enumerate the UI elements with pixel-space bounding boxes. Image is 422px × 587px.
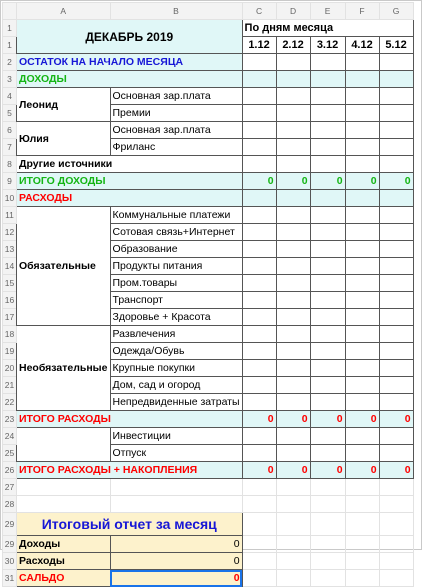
column-header-e[interactable]: E (310, 3, 345, 20)
cell[interactable] (276, 553, 310, 570)
cell[interactable] (310, 292, 345, 309)
cell[interactable] (310, 428, 345, 445)
cell[interactable] (17, 496, 111, 513)
row-number[interactable]: 3 (3, 71, 17, 88)
cell[interactable] (379, 54, 413, 71)
income-total-cell[interactable]: 0 (379, 173, 413, 190)
cell[interactable] (345, 105, 379, 122)
cell[interactable] (242, 105, 276, 122)
expenses-savings-total-cell[interactable]: 0 (379, 462, 413, 479)
cell[interactable] (276, 513, 310, 536)
row-number[interactable]: 1 (3, 37, 17, 54)
cell[interactable] (310, 513, 345, 536)
cell[interactable] (379, 190, 413, 207)
row-number[interactable]: 17 (3, 309, 17, 326)
row-number[interactable]: 22 (3, 394, 17, 411)
cell[interactable] (379, 343, 413, 360)
expense-item[interactable]: Развлечения (110, 326, 242, 343)
cell[interactable] (379, 326, 413, 343)
expenses-total-label[interactable]: ИТОГО РАСХОДЫ (17, 411, 243, 428)
cell[interactable] (276, 258, 310, 275)
cell[interactable] (242, 241, 276, 258)
report-title[interactable]: Итоговый отчет за месяц (17, 513, 243, 536)
row-number[interactable]: 19 (3, 343, 17, 360)
cell[interactable] (345, 377, 379, 394)
cell[interactable] (310, 570, 345, 587)
cell[interactable] (276, 394, 310, 411)
cell[interactable] (242, 54, 276, 71)
row-number[interactable]: 15 (3, 275, 17, 292)
cell[interactable] (242, 570, 276, 587)
cell[interactable] (379, 513, 413, 536)
income-total-label[interactable]: ИТОГО ДОХОДЫ (17, 173, 243, 190)
row-number[interactable]: 11 (3, 207, 17, 224)
cell[interactable] (242, 428, 276, 445)
cell[interactable] (242, 496, 276, 513)
cell[interactable] (242, 377, 276, 394)
cell[interactable] (310, 275, 345, 292)
cell[interactable] (276, 88, 310, 105)
cell[interactable] (379, 224, 413, 241)
cell[interactable] (310, 496, 345, 513)
cell[interactable] (379, 570, 413, 587)
cell[interactable] (379, 377, 413, 394)
column-header-b[interactable]: B (110, 3, 242, 20)
report-income-value[interactable]: 0 (110, 536, 242, 553)
cell[interactable] (310, 139, 345, 156)
cell[interactable] (276, 360, 310, 377)
cell[interactable] (310, 445, 345, 462)
income-item[interactable]: Фриланс (110, 139, 242, 156)
row-number[interactable]: 10 (3, 190, 17, 207)
cell[interactable] (379, 496, 413, 513)
cell[interactable] (345, 343, 379, 360)
row-number[interactable]: 8 (3, 156, 17, 173)
row-number[interactable]: 7 (3, 139, 17, 156)
cell[interactable] (310, 207, 345, 224)
cell[interactable] (379, 139, 413, 156)
cell[interactable] (345, 207, 379, 224)
cell[interactable] (379, 275, 413, 292)
cell[interactable] (379, 156, 413, 173)
row-number[interactable]: 5 (3, 105, 17, 122)
cell[interactable] (310, 309, 345, 326)
column-header-c[interactable]: C (242, 3, 276, 20)
expense-item[interactable]: Одежда/Обувь (110, 343, 242, 360)
cell[interactable] (310, 258, 345, 275)
cell[interactable] (379, 445, 413, 462)
cell[interactable] (242, 553, 276, 570)
expenses-total-cell[interactable]: 0 (242, 411, 276, 428)
cell[interactable] (310, 88, 345, 105)
row-number[interactable]: 6 (3, 122, 17, 139)
cell[interactable] (242, 360, 276, 377)
savings-item[interactable]: Отпуск (110, 445, 242, 462)
cell[interactable] (345, 241, 379, 258)
cell[interactable] (276, 343, 310, 360)
report-expense-value[interactable]: 0 (110, 553, 242, 570)
cell[interactable] (276, 54, 310, 71)
expenses-savings-total-cell[interactable]: 0 (310, 462, 345, 479)
cell[interactable] (379, 309, 413, 326)
cell[interactable] (242, 394, 276, 411)
cell[interactable] (379, 207, 413, 224)
row-number[interactable]: 16 (3, 292, 17, 309)
cell[interactable] (345, 224, 379, 241)
cell[interactable] (242, 292, 276, 309)
cell[interactable] (276, 139, 310, 156)
cell[interactable] (345, 54, 379, 71)
cell[interactable] (310, 224, 345, 241)
row-number[interactable]: 14 (3, 258, 17, 275)
cell[interactable] (242, 207, 276, 224)
row-number[interactable]: 27 (3, 479, 17, 496)
expense-item[interactable]: Непредвиденные затраты (110, 394, 242, 411)
cell[interactable] (379, 105, 413, 122)
expense-item[interactable]: Сотовая связь+Интернет (110, 224, 242, 241)
expense-item[interactable]: Крупные покупки (110, 360, 242, 377)
cell[interactable] (276, 224, 310, 241)
days-header-cell[interactable]: По дням месяца (242, 20, 413, 37)
cell[interactable] (345, 258, 379, 275)
cell[interactable] (242, 190, 276, 207)
cell[interactable] (276, 428, 310, 445)
day-cell[interactable]: 2.12 (276, 37, 310, 54)
spreadsheet-grid (2, 2, 414, 587)
expense-item[interactable]: Транспорт (110, 292, 242, 309)
report-expense-label[interactable]: Расходы (17, 553, 111, 570)
row-number[interactable]: 25 (3, 445, 17, 462)
cell[interactable] (310, 156, 345, 173)
row-number[interactable]: 13 (3, 241, 17, 258)
cell[interactable] (276, 570, 310, 587)
cell[interactable] (276, 105, 310, 122)
column-header-row (3, 3, 414, 20)
cell[interactable] (345, 292, 379, 309)
cell[interactable] (276, 71, 310, 88)
row-number[interactable]: 20 (3, 360, 17, 377)
cell[interactable] (345, 553, 379, 570)
start-balance-label[interactable]: ОСТАТОК НА НАЧАЛО МЕСЯЦА (17, 54, 243, 71)
expenses-total-cell[interactable]: 0 (345, 411, 379, 428)
cell[interactable] (379, 360, 413, 377)
cell[interactable] (276, 207, 310, 224)
row-number[interactable]: 31 (3, 570, 17, 587)
row-number[interactable]: 28 (3, 496, 17, 513)
mandatory-expenses-label[interactable]: Обязательные (17, 207, 111, 326)
expense-item[interactable]: Здоровье + Красота (110, 309, 242, 326)
cell[interactable] (276, 122, 310, 139)
cell[interactable] (345, 496, 379, 513)
day-cell[interactable]: 3.12 (310, 37, 345, 54)
person-julia[interactable]: Юлия (17, 122, 111, 156)
income-item[interactable]: Основная зар.плата (110, 122, 242, 139)
cell[interactable] (379, 292, 413, 309)
cell[interactable] (242, 479, 276, 496)
cell[interactable] (276, 292, 310, 309)
cell[interactable] (310, 71, 345, 88)
cell[interactable] (276, 479, 310, 496)
cell[interactable] (242, 343, 276, 360)
cell[interactable] (379, 241, 413, 258)
column-header-d[interactable]: D (276, 3, 310, 20)
cell[interactable] (345, 309, 379, 326)
cell[interactable] (345, 275, 379, 292)
cell[interactable] (110, 496, 242, 513)
day-cell[interactable]: 4.12 (345, 37, 379, 54)
cell[interactable] (276, 241, 310, 258)
cell[interactable] (345, 88, 379, 105)
cell[interactable] (17, 479, 111, 496)
row-number[interactable]: 29 (3, 513, 17, 536)
cell[interactable] (379, 479, 413, 496)
expense-item[interactable]: Продукты питания (110, 258, 242, 275)
row-number[interactable]: 2 (3, 54, 17, 71)
cell[interactable] (345, 479, 379, 496)
optional-expenses-label[interactable]: Необязательные (17, 326, 111, 411)
person-leonid[interactable]: Леонид (17, 88, 111, 122)
cell[interactable] (379, 428, 413, 445)
expense-item[interactable]: Пром.товары (110, 275, 242, 292)
cell[interactable] (345, 570, 379, 587)
cell[interactable] (345, 445, 379, 462)
report-balance-label[interactable]: САЛЬДО (17, 570, 111, 587)
cell[interactable] (310, 54, 345, 71)
cell[interactable] (379, 553, 413, 570)
cell[interactable] (345, 513, 379, 536)
row-number[interactable]: 1 (3, 20, 17, 37)
row-number[interactable]: 18 (3, 326, 17, 343)
expense-item[interactable]: Образование (110, 241, 242, 258)
cell[interactable] (310, 326, 345, 343)
cell[interactable] (310, 553, 345, 570)
cell[interactable] (242, 258, 276, 275)
cell[interactable] (310, 377, 345, 394)
cell[interactable] (310, 190, 345, 207)
expenses-savings-total-cell[interactable]: 0 (345, 462, 379, 479)
cell[interactable] (17, 428, 111, 462)
column-header-g[interactable]: G (379, 3, 413, 20)
cell[interactable] (276, 275, 310, 292)
cell[interactable] (310, 343, 345, 360)
expense-item[interactable]: Дом, сад и огород (110, 377, 242, 394)
cell[interactable] (276, 156, 310, 173)
cell[interactable] (379, 394, 413, 411)
expense-item[interactable]: Коммунальные платежи (110, 207, 242, 224)
cell[interactable] (242, 326, 276, 343)
column-header-a[interactable]: A (17, 3, 111, 20)
income-total-cell[interactable]: 0 (242, 173, 276, 190)
row-number[interactable]: 4 (3, 88, 17, 105)
cell[interactable] (242, 71, 276, 88)
cell[interactable] (110, 479, 242, 496)
cell[interactable] (276, 445, 310, 462)
cell[interactable] (276, 190, 310, 207)
cell[interactable] (310, 105, 345, 122)
expenses-savings-total-cell[interactable]: 0 (276, 462, 310, 479)
income-total-cell[interactable]: 0 (310, 173, 345, 190)
cell[interactable] (242, 309, 276, 326)
cell[interactable] (242, 122, 276, 139)
cell[interactable] (276, 326, 310, 343)
row-number[interactable]: 29 (3, 536, 17, 553)
income-item[interactable]: Премии (110, 105, 242, 122)
row-number[interactable]: 24 (3, 428, 17, 445)
cell[interactable] (379, 88, 413, 105)
cell[interactable] (310, 241, 345, 258)
cell[interactable] (379, 258, 413, 275)
expenses-total-cell[interactable]: 0 (276, 411, 310, 428)
cell[interactable] (345, 360, 379, 377)
cell[interactable] (310, 394, 345, 411)
cell[interactable] (345, 428, 379, 445)
cell[interactable] (242, 224, 276, 241)
expenses-savings-total-cell[interactable]: 0 (242, 462, 276, 479)
cell[interactable] (345, 394, 379, 411)
cell[interactable] (242, 156, 276, 173)
expenses-total-cell[interactable]: 0 (379, 411, 413, 428)
expenses-total-cell[interactable]: 0 (310, 411, 345, 428)
cell[interactable] (310, 122, 345, 139)
cell[interactable] (242, 445, 276, 462)
cell[interactable] (276, 309, 310, 326)
column-header-f[interactable]: F (345, 3, 379, 20)
cell[interactable] (345, 190, 379, 207)
cell[interactable] (276, 377, 310, 394)
corner-cell[interactable] (3, 3, 17, 20)
cell[interactable] (242, 513, 276, 536)
cell[interactable] (242, 88, 276, 105)
cell[interactable] (276, 496, 310, 513)
row-number[interactable]: 23 (3, 411, 17, 428)
income-section-label[interactable]: ДОХОДЫ (17, 71, 243, 88)
other-sources-label[interactable]: Другие источники (17, 156, 243, 173)
cell[interactable] (310, 479, 345, 496)
row-number[interactable]: 21 (3, 377, 17, 394)
cell[interactable] (345, 71, 379, 88)
cell[interactable] (345, 326, 379, 343)
report-balance-value[interactable]: 0 (110, 570, 242, 587)
row-number[interactable]: 30 (3, 553, 17, 570)
expenses-section-label[interactable]: РАСХОДЫ (17, 190, 243, 207)
cell[interactable] (345, 139, 379, 156)
day-cell[interactable]: 5.12 (379, 37, 413, 54)
report-income-label[interactable]: Доходы (17, 536, 111, 553)
income-total-cell[interactable]: 0 (276, 173, 310, 190)
income-total-cell[interactable]: 0 (345, 173, 379, 190)
cell[interactable] (379, 122, 413, 139)
savings-item[interactable]: Инвестиции (110, 428, 242, 445)
cell[interactable] (310, 360, 345, 377)
expenses-savings-total-label[interactable]: ИТОГО РАСХОДЫ + НАКОПЛЕНИЯ (17, 462, 243, 479)
cell[interactable] (242, 139, 276, 156)
cell[interactable] (379, 71, 413, 88)
cell[interactable] (345, 122, 379, 139)
income-item[interactable]: Основная зар.плата (110, 88, 242, 105)
row-number[interactable]: 26 (3, 462, 17, 479)
cell[interactable] (345, 156, 379, 173)
row-number[interactable]: 9 (3, 173, 17, 190)
month-title-cell[interactable]: ДЕКАБРЬ 2019 (17, 20, 243, 54)
cell[interactable] (242, 275, 276, 292)
row-number[interactable]: 12 (3, 224, 17, 241)
day-cell[interactable]: 1.12 (242, 37, 276, 54)
